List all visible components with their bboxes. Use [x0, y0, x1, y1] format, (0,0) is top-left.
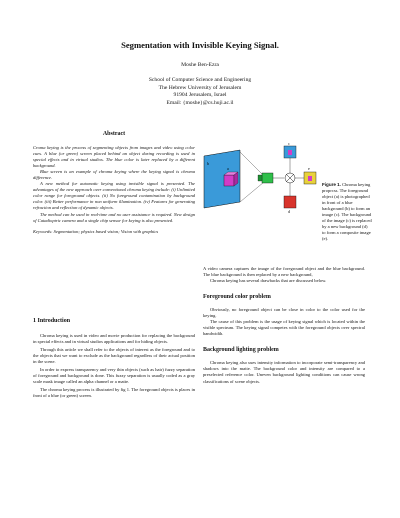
intro-paragraph: Chroma keying is used in video and movie production for replacing the background in special effects and in virtual studios applications and for hiding objects. — [33, 333, 195, 345]
intro-paragraph: Through this article we shall refer to the objects of interest as the foreground and to the objects that we want to exclude as the background regardless of their actual position in the scene. — [33, 347, 195, 365]
affiliation-email: Email: {moshe}@cs.huji.ac.il — [166, 99, 234, 106]
affiliation-line: 91904 Jerusalem, Israel — [173, 92, 227, 99]
right-column-text — [203, 266, 365, 385]
keywords: Keywords: Segmentation; physics based vision; Vision with graphics — [33, 228, 159, 234]
intro-paragraph: The chroma keying process is illustrated by fig 1. The foreground objects is places in front of a blue (or green) screen. — [33, 387, 195, 399]
figure-label: a — [227, 166, 229, 171]
introduction-section — [33, 318, 195, 399]
abstract-paragraph: A new method for automatic keying using invisible signal is presented. The advantages of the new approach over conventional chroma keying include: (i) Unlimited color range for foreground objects. (ii) No foreground contamination by background color. (iii) Better performance in non uniform illumination. (iv) Features for generating refraction and reflection of dynamic objects. — [33, 181, 195, 211]
subsection-heading: Background lighting problem — [203, 347, 279, 354]
body-paragraph: Chroma keying also uses intensity information to incorporate semi-transparency and shadows into the matte. The background color and intensity are compared to a preselected reference color. Uneven background lighting conditions can cause wrong classifications of scene objects. — [203, 360, 365, 384]
figure-1-illustration — [200, 142, 320, 232]
figure-caption-label: Figure 1. — [322, 182, 341, 187]
foreground-object — [224, 175, 234, 186]
figure-label: c — [288, 142, 290, 146]
body-paragraph: Chroma keying has several drawbacks that are discussed below. — [210, 278, 327, 284]
affiliation-line: The Hebrew University of Jerusalem — [158, 84, 242, 91]
abstract-section — [33, 131, 195, 235]
paper-title: Segmentation with Invisible Keying Signal. — [121, 40, 279, 50]
abstract-paragraph: Blue screen is an example of chroma keying where the keying signal is chroma difference. — [33, 169, 195, 181]
body-paragraph: Obviously, no foreground object can be close in color to the color used for the keying. — [203, 307, 365, 319]
affiliation-line: School of Computer Science and Engineering — [148, 77, 252, 83]
figure-label: e — [308, 166, 310, 171]
body-paragraph: The cause of this problem is the usage of keying signal which is located within the visible spectrum. The keying signal competes with the foreground objects over spectral bandwidth. — [203, 319, 365, 337]
body-paragraph: A video camera captures the image of the foreground object and the blue background. The blue background is then replaced by a new background, — [203, 266, 365, 278]
abstract-heading: Abstract — [102, 131, 126, 137]
author-name: Moshe Ben-Ezra — [181, 62, 219, 68]
subsection-heading: Foreground color problem — [203, 294, 271, 301]
figure-caption — [322, 182, 372, 242]
abstract-paragraph: Croma keying is the process of segmenting objects from images and video using color cues. A blue (or green) screen placed behind an object during recording is used in special effects and in virtual studios. The blue color is later replaced by a different background. — [33, 145, 195, 169]
abstract-paragraph: The method can be used in real-time and no user assistance is required. New design of Catadioptric camera and a single chip sensor for keying is also presented. — [33, 211, 195, 223]
figure-label: b — [207, 161, 209, 166]
figure-caption-text: Chroma keying proprcss. The foreground object (a) is photographed in front of a blue background (b) to form an image (c). The background of the image (c) is replaced by a new background (d) to form a composite image (e). — [322, 182, 372, 242]
camera-icon — [262, 173, 273, 183]
figure-label: d — [288, 209, 290, 214]
affiliation-block — [0, 77, 400, 107]
intro-paragraph: In order to express transparency and very thin objects (such as hair) fuzzy separation of foreground and background is done. This fuzzy separation is usually coded as a gray scale mask image called an alpha channel or a matte. — [33, 367, 195, 385]
introduction-heading: 1 Introduction — [33, 318, 71, 324]
new-background — [284, 196, 296, 208]
